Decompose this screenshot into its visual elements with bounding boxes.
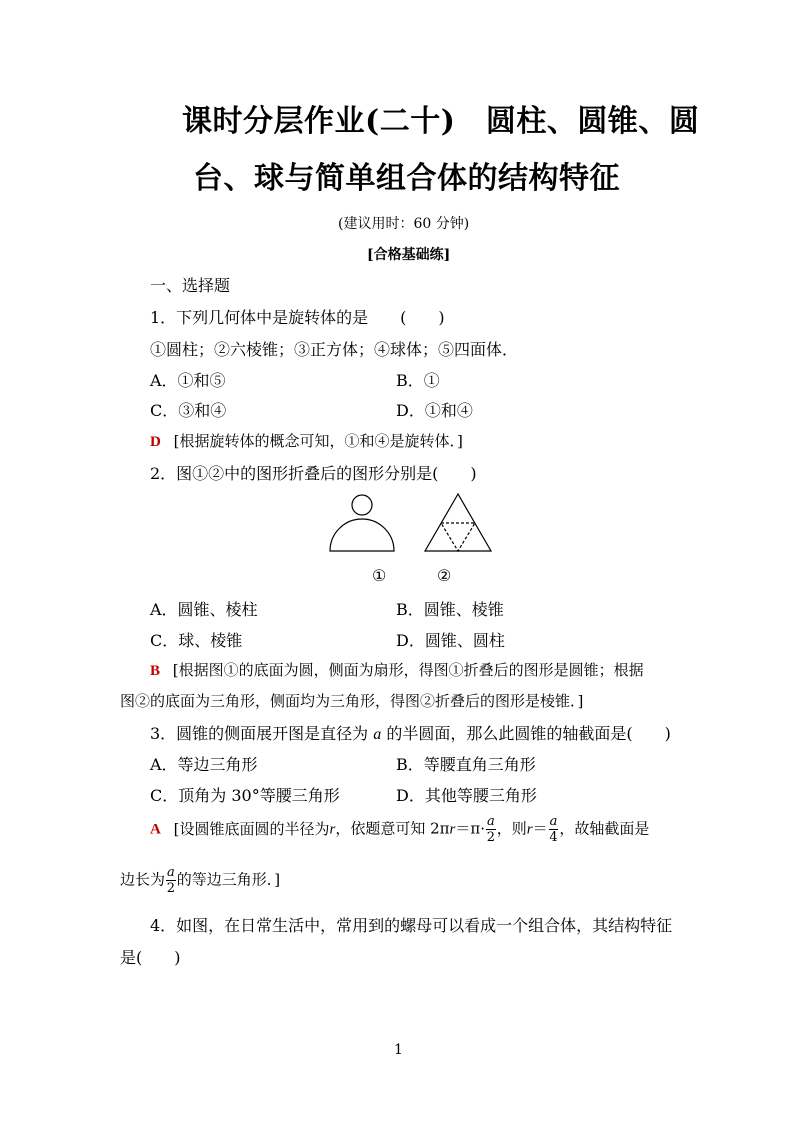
- figure-2-fold-lines: [441, 523, 475, 551]
- q1-option-a: A．①和⑤: [150, 371, 226, 390]
- q1-answer-letter: D: [150, 434, 161, 450]
- q3-explanation-2-part-1: 边长为: [120, 870, 166, 889]
- q1-explanation: [根据旋转体的概念可知，①和④是旋转体．]: [173, 432, 463, 450]
- q1-option-b: B．①: [396, 371, 440, 390]
- q2-answer: [150, 659, 644, 680]
- q3-stem-variable: a: [373, 726, 382, 743]
- q4-stem-line-1: 4．如图，在日常生活中，常用到的螺母可以看成一个组合体，其结构特征: [150, 916, 673, 935]
- q1-option-c: C．③和④: [150, 401, 227, 420]
- q3-variable-r: r: [329, 821, 336, 838]
- q3-explanation-2-part-2: 的等边三角形．]: [176, 870, 281, 889]
- q3-answer: [150, 815, 649, 844]
- q3-option-d: D．其他等腰三角形: [396, 786, 537, 805]
- section-label: [合格基础练]: [367, 247, 451, 263]
- q3-fraction-3-numerator: a: [167, 865, 175, 880]
- q3-option-c: C．顶角为 30°等腰三角形: [150, 786, 340, 805]
- q3-variable-r-2: r: [449, 821, 456, 838]
- q1-stem: 1．下列几何体中是旋转体的是 ( ): [150, 308, 445, 327]
- figure-1-semicircle-with-circle: [330, 495, 394, 551]
- q2-answer-letter: B: [150, 663, 161, 679]
- q3-answer-letter: A: [150, 821, 161, 838]
- q2-option-d: D．圆锥、圆柱: [396, 631, 505, 650]
- page-title-line-1: 课时分层作业(二十) 圆柱、圆锥、圆: [182, 104, 700, 139]
- q3-fraction-a-over-2: [486, 815, 496, 844]
- part-heading: 一、选择题: [150, 276, 231, 295]
- figure-1-sector: [330, 519, 394, 551]
- q3-fraction-1-denominator: 2: [486, 830, 495, 845]
- q3-explanation-part-6: ，故轴截面是: [559, 819, 650, 838]
- q3-stem-prefix: 3．圆锥的侧面展开图是直径为: [150, 724, 369, 743]
- q1-option-d: D．①和④: [396, 401, 473, 420]
- q3-explanation-part-3: ＝π·: [455, 819, 485, 838]
- q3-explanation-part-2: ，依题意可知 2π: [335, 819, 450, 838]
- figure-2-triangle-net: [425, 494, 491, 551]
- q3-fraction-a-over-2-b: [166, 866, 176, 895]
- q2-stem: 2．图①②中的图形折叠后的图形分别是( ): [150, 464, 477, 483]
- time-note: (建议用时：60 分钟): [338, 216, 470, 232]
- q3-variable-r-3: r: [526, 821, 533, 838]
- q2-figure: [320, 490, 500, 560]
- q3-explanation-part-5: ＝: [532, 819, 548, 838]
- q2-option-b: B．圆锥、棱锥: [396, 600, 504, 619]
- q3-fraction-3-denominator: 2: [166, 881, 176, 896]
- q3-stem: [150, 721, 671, 744]
- q3-fraction-2-numerator: a: [549, 814, 558, 829]
- q4-stem-line-2: 是( ): [120, 948, 181, 967]
- q3-option-b: B．等腰直角三角形: [396, 755, 536, 774]
- q2-option-a: A．圆锥、棱柱: [150, 600, 258, 619]
- q2-explanation-line-1: [根据图①的底面为圆，侧面为扇形，得图①折叠后的图形是圆锥；根据: [172, 661, 644, 679]
- q3-option-a: A．等边三角形: [150, 755, 258, 774]
- q1-items: ①圆柱；②六棱锥；③正方体；④球体；⑤四面体．: [150, 340, 519, 359]
- q3-explanation-line-2: [120, 866, 280, 895]
- q3-fraction-a-over-4: [549, 815, 559, 844]
- q2-option-c: C．球、棱锥: [150, 631, 243, 650]
- q3-explanation-part-4: ，则: [496, 819, 527, 838]
- q1-answer: [150, 430, 463, 451]
- q3-fraction-2-denominator: 4: [549, 830, 558, 845]
- q3-stem-suffix: 的半圆面，那么此圆锥的轴截面是( ): [386, 724, 671, 743]
- q3-fraction-1-numerator: a: [486, 814, 495, 829]
- q3-explanation-part-1: [设圆锥底面圆的半径为: [173, 819, 330, 838]
- page-title-line-2: 台、球与简单组合体的结构特征: [193, 161, 620, 196]
- q2-explanation-line-2: 图②的底面为三角形，侧面均为三角形，得图②折叠后的图形是棱锥．]: [120, 692, 584, 710]
- q2-figure-label-2: ②: [437, 566, 452, 585]
- figure-1-base-circle: [352, 495, 372, 515]
- q2-figure-label-1: ①: [372, 566, 387, 585]
- page-number: 1: [394, 1042, 403, 1058]
